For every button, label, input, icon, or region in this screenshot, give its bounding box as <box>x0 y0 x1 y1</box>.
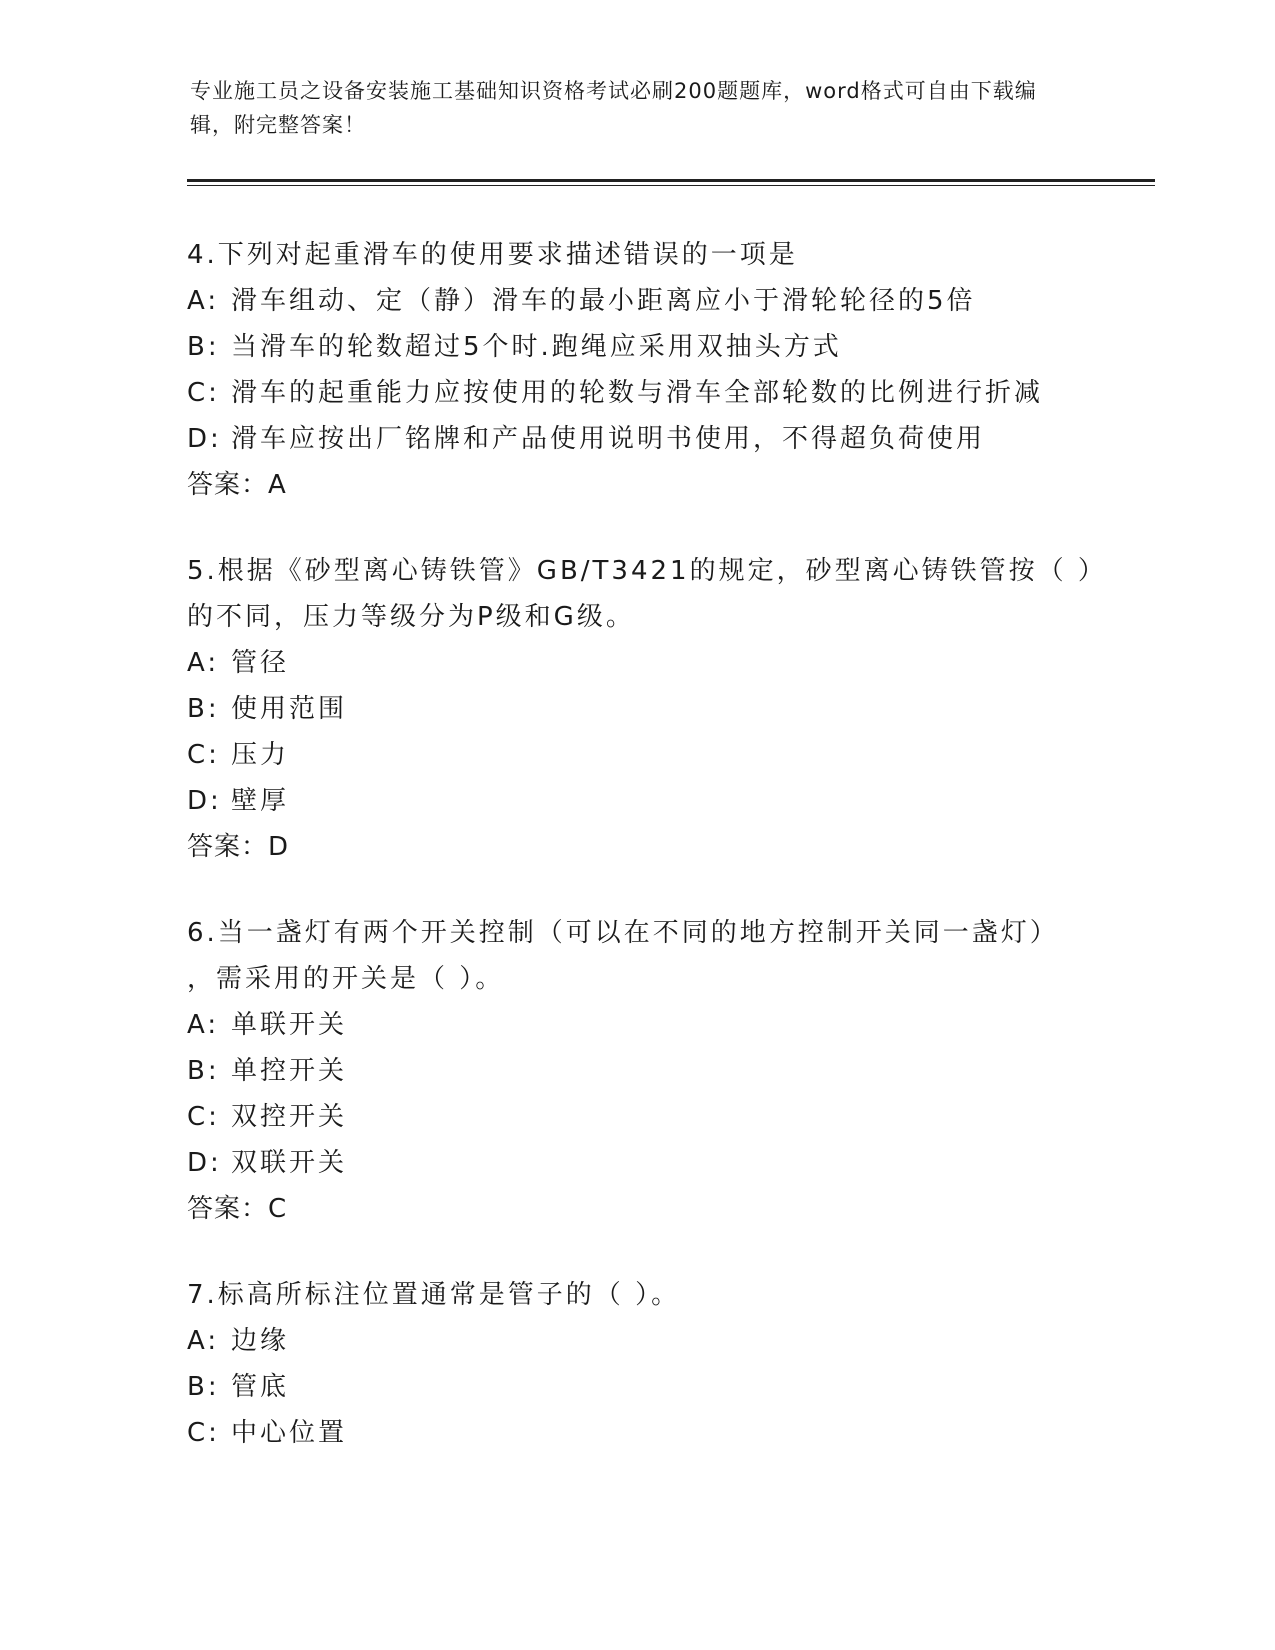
option-text: 管底 <box>231 1372 290 1402</box>
option-letter: A: <box>187 1326 220 1356</box>
option-text: 边缘 <box>231 1326 290 1356</box>
option-d <box>187 1140 1087 1186</box>
answer-line: 答案：D <box>187 832 290 862</box>
question-stem-continued: ，需采用的开关是（ ）。 <box>187 964 505 994</box>
option-d <box>187 778 1087 824</box>
option-d <box>187 416 1087 462</box>
answer-line: 答案：A <box>187 470 287 500</box>
option-letter: D: <box>187 1148 222 1178</box>
question-4 <box>187 232 1087 508</box>
option-letter: D: <box>187 424 222 454</box>
option-c <box>187 1094 1087 1140</box>
option-letter: C: <box>187 1418 220 1448</box>
option-text: 使用范围 <box>231 694 348 724</box>
option-a <box>187 640 1087 686</box>
option-letter: C: <box>187 740 220 770</box>
question-7 <box>187 1272 1087 1456</box>
option-letter: A: <box>187 1010 220 1040</box>
option-text: 单控开关 <box>231 1056 348 1086</box>
header-divider-thin <box>187 185 1155 186</box>
question-stem-continued: 的不同，压力等级分为P级和G级。 <box>187 602 635 632</box>
option-letter: B: <box>187 1056 220 1086</box>
option-letter: D: <box>187 786 222 816</box>
option-text: 压力 <box>231 740 290 770</box>
question-5 <box>187 548 1107 870</box>
option-letter: B: <box>187 694 220 724</box>
option-text: 滑车组动、定（静）滑车的最小距离应小于滑轮轮径的5倍 <box>231 286 976 316</box>
option-text: 当滑车的轮数超过5个时.跑绳应采用双抽头方式 <box>231 332 842 362</box>
option-b <box>187 1048 1087 1094</box>
question-stem: 5.根据《砂型离心铸铁管》GB/T3421的规定，砂型离心铸铁管按（ ） <box>187 556 1107 586</box>
option-c <box>187 732 1087 778</box>
option-letter: C: <box>187 1102 220 1132</box>
option-letter: A: <box>187 648 220 678</box>
option-text: 单联开关 <box>231 1010 348 1040</box>
option-text: 壁厚 <box>231 786 290 816</box>
option-a <box>187 1002 1087 1048</box>
option-text: 双控开关 <box>231 1102 348 1132</box>
option-letter: A: <box>187 286 220 316</box>
option-letter: C: <box>187 378 220 408</box>
option-text: 滑车的起重能力应按使用的轮数与滑车全部轮数的比例进行折减 <box>231 378 1044 408</box>
option-a <box>187 1318 1087 1364</box>
option-text: 双联开关 <box>231 1148 348 1178</box>
option-text: 管径 <box>231 648 290 678</box>
answer-line: 答案：C <box>187 1194 288 1224</box>
header-divider-thick <box>187 179 1155 182</box>
question-list <box>187 232 1107 1496</box>
option-letter: B: <box>187 332 220 362</box>
option-b <box>187 686 1087 732</box>
question-6 <box>187 910 1087 1232</box>
option-text: 中心位置 <box>231 1418 348 1448</box>
option-text: 滑车应按出厂铭牌和产品使用说明书使用，不得超负荷使用 <box>231 424 986 454</box>
option-a <box>187 278 1087 324</box>
option-b <box>187 324 1087 370</box>
option-letter: B: <box>187 1372 220 1402</box>
document-header: 专业施工员之设备安装施工基础知识资格考试必刷200题题库，word格式可自由下载编辑，附完整答案！ <box>190 79 1037 137</box>
option-c <box>187 1410 1087 1456</box>
question-stem: 6.当一盏灯有两个开关控制（可以在不同的地方控制开关同一盏灯） <box>187 918 1059 948</box>
option-c <box>187 370 1087 416</box>
option-b <box>187 1364 1087 1410</box>
question-stem: 7.标高所标注位置通常是管子的（ ）。 <box>187 1280 681 1310</box>
question-stem: 4.下列对起重滑车的使用要求描述错误的一项是 <box>187 240 798 270</box>
